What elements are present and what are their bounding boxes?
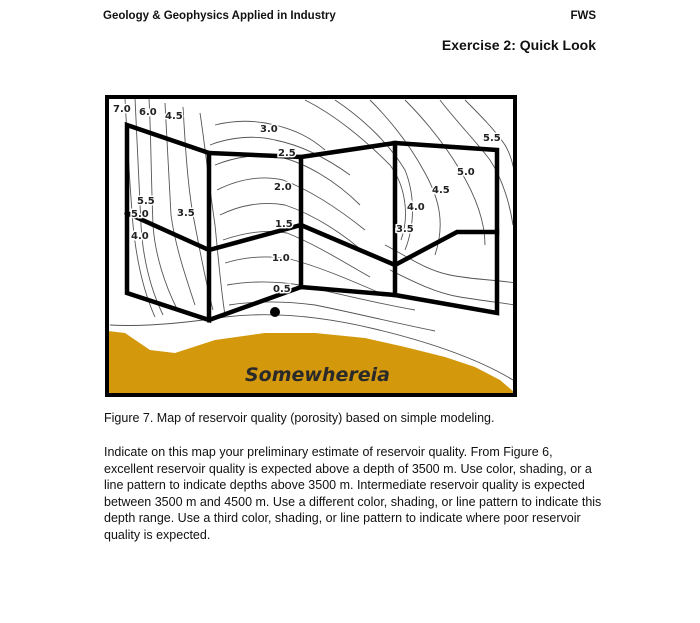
contour-label: 4.0 [131, 231, 149, 242]
contour-label: 1.0 [272, 253, 290, 264]
contour-label: 5.5 [483, 133, 501, 144]
contour-label: 5.5 [137, 196, 155, 207]
contour-label: 2.5 [278, 148, 296, 159]
figure-instructions: Indicate on this map your preliminary estimate of reservoir quality. From Figure 6, excellent reservoir quality is expected above a depth of 3500 m. Use color, shading, or a line pattern to indicate depths above 3500 m. Intermediate reservoir quality is expected between 3500 m and 4500 m. Use a different color, shading, or line pattern to indicate this depth range. Use a third color, shading, or line pattern to indicate where poor reservoir quality is expected. [104, 445, 602, 542]
contour-label: 2.0 [274, 182, 292, 193]
contour-labels [113, 104, 501, 295]
place-name: Somewhereia [245, 364, 390, 386]
contour-label: 7.0 [113, 104, 131, 115]
figure-caption: Figure 7. Map of reservoir quality (porosity) based on simple modeling. [104, 411, 495, 425]
course-title: Geology & Geophysics Applied in Industry [103, 10, 336, 22]
contour-label: 1.5 [275, 219, 293, 230]
contour-label: 3.5 [396, 224, 414, 235]
reservoir-quality-map [105, 95, 519, 399]
contour-label: 6.0 [139, 107, 157, 118]
contour-label: 3.0 [260, 124, 278, 135]
contour-label: 3.5 [177, 208, 195, 219]
org-label: FWS [570, 10, 596, 22]
contour-label: 4.0 [407, 202, 425, 213]
contour-label: 5.0 [131, 209, 149, 220]
contour-label: 5.0 [457, 167, 475, 178]
contour-label: 4.5 [165, 111, 183, 122]
exercise-title: Exercise 2: Quick Look [441, 37, 596, 53]
contour-label: 4.5 [432, 185, 450, 196]
well-dot [270, 307, 280, 317]
contour-label: 0.5 [273, 284, 291, 295]
fault-lines [127, 125, 497, 320]
